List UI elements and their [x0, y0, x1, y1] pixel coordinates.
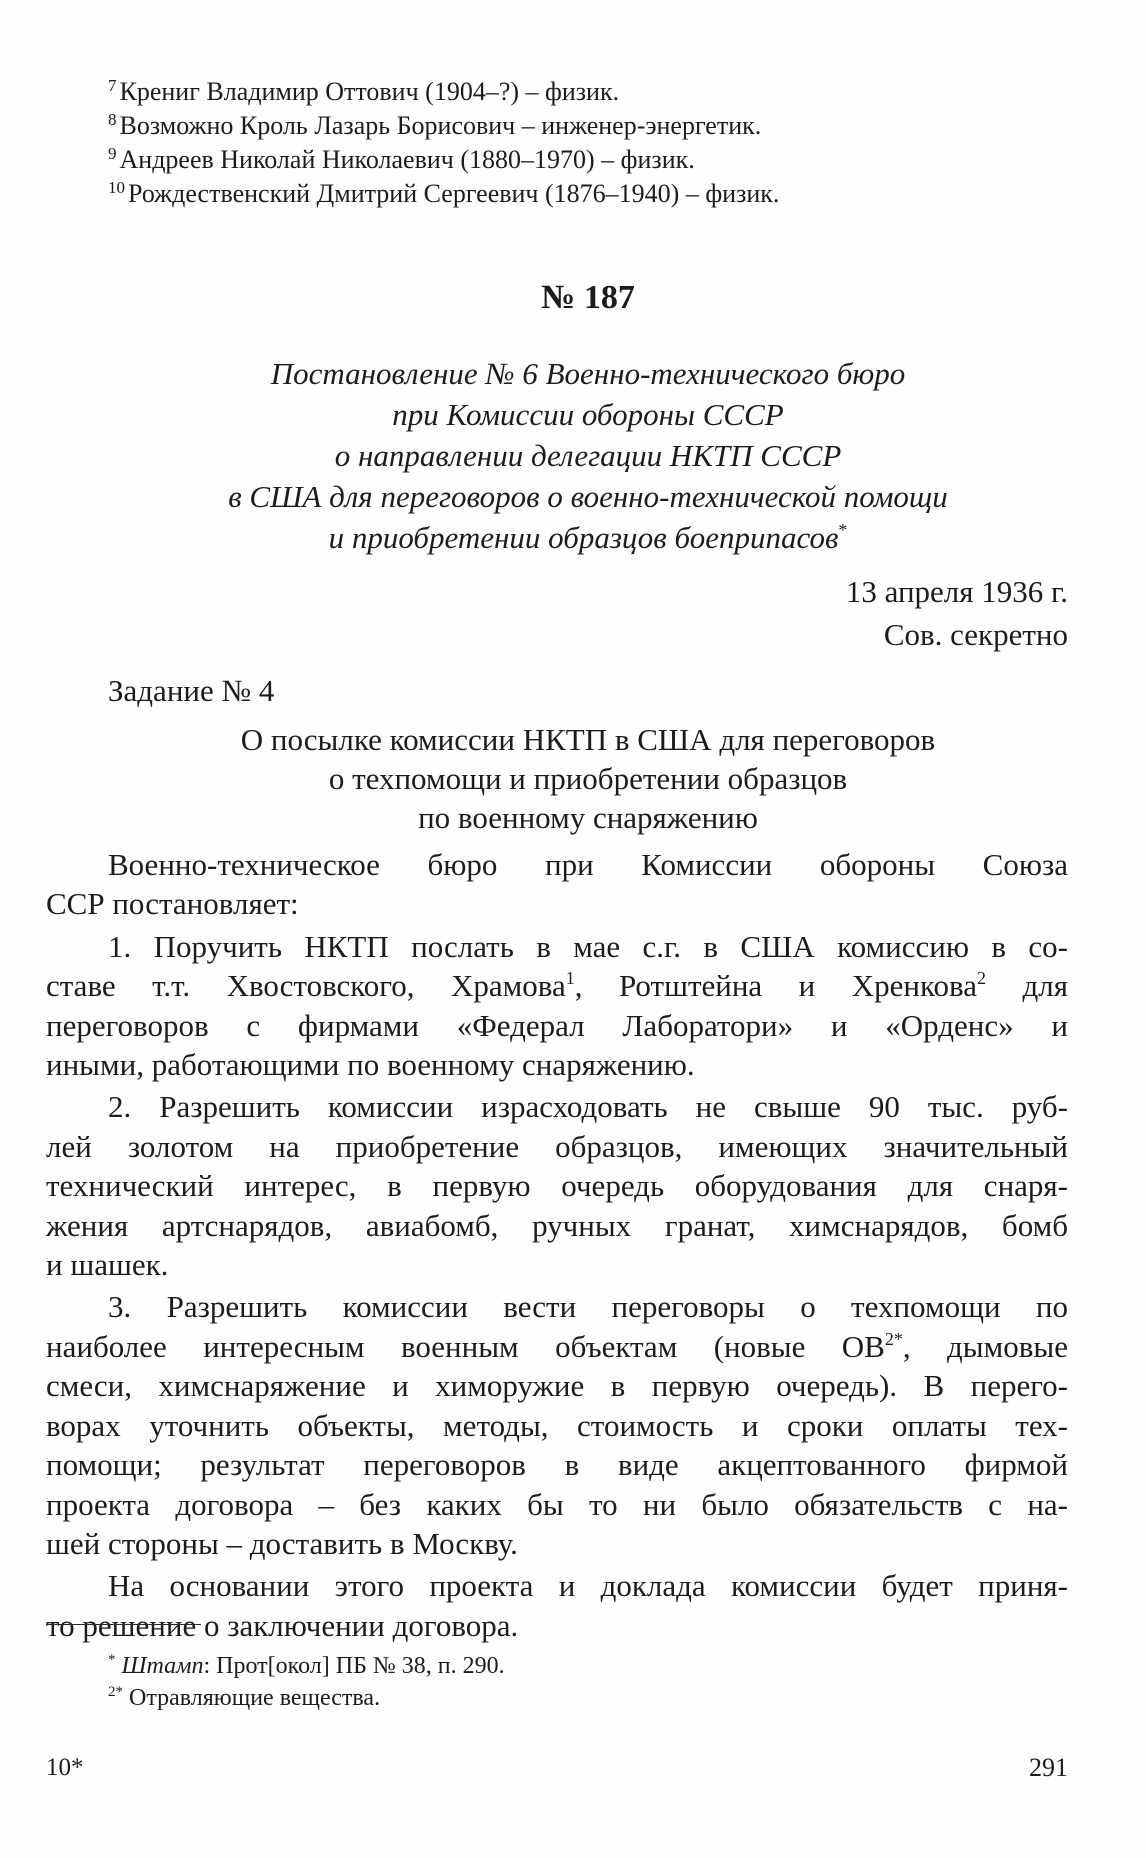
classification-label: Сов. секретно — [883, 617, 1068, 652]
title-footnote-mark: * — [838, 520, 848, 540]
document-body — [46, 845, 1068, 1648]
title-line: о направлении делегации НКТП СССР — [334, 438, 842, 473]
page-number: 291 — [1029, 1753, 1068, 1782]
document-page — [46, 0, 1068, 1858]
title-line: в США для переговоров о военно-технической помощи — [228, 479, 948, 514]
subject-line: по военному снаряжению — [418, 800, 758, 835]
task-label: Задание № 4 — [108, 673, 275, 708]
footnote-stamp: * Штамп: Прот[окол] ПБ № 38, п. 290. — [108, 1652, 505, 1679]
document-meta — [846, 570, 1068, 656]
title-line: Постановление № 6 Военно-технического бюро — [270, 356, 906, 391]
paragraph-3: 3. Разрешить комиссии вести переговоры о техпомощи по наиболее интересным военным объектам (новые $ОВ^{2*}$, дымовые смеси, химснаряжение и химоружие в первую очередь). В перего- ворах уточнить объекты, методы, стоимость и сроки оплаты тех- помощи; результат переговоров в виде акцептованного фирмой проекта договора – без каких бы то ни было обязательств с на- шей стороны – доставить в Москву. — [46, 1289, 1068, 1561]
footnote-separator — [46, 1624, 201, 1625]
paragraph-1: 1. Поручить НКТП послать в мае с.г. в США комиссию в со- ставе т.т. Хвостовского, Храмова$^1$, Ротштейна и Хренкова$^2$ для переговоров с фирмами «Федерал Лаборатори» и «Орденс» и иными, работающими по военному снаряжению. — [46, 928, 1068, 1083]
previous-footnotes — [108, 75, 1068, 211]
intro-paragraph: Военно-техническое бюро при Комиссии обороны Союза ССР постановляет: — [46, 847, 1068, 922]
subject-line: О посылке комиссии НКТП в США для переговоров — [240, 722, 936, 757]
footnote-10: $^{10}$ Рождественский Дмитрий Сергеевич (1876–1940) – физик. — [108, 178, 780, 208]
paragraph-1-line-2: ставе т.т. Хвостовского, Храмова$^1$, Ротштейна и Хренкова$^2$ для — [46, 968, 1068, 1004]
signature-mark: 10* — [46, 1754, 84, 1781]
subject-heading — [108, 720, 1068, 837]
footnote-2star: $^{2*}$ Отравляющие вещества. — [108, 1684, 381, 1711]
document-number: № 187 — [541, 279, 635, 316]
paragraph-2: 2. Разрешить комиссии израсходовать не свыше 90 тыс. руб- лей золотом на приобретение образцов, имеющих значительный технический интерес, в первую очередь оборудования для снаря- жения артснарядов, авиабомб, ручных гранат, химснарядов, бомб и шашек. — [46, 1089, 1068, 1283]
paragraph-4: На основании этого проекта и доклада комиссии будет приня- то решение о заключении договора. — [46, 1568, 1068, 1643]
paragraph-3-line-2: наиболее интересным военным объектам (новые $ОВ^{2*}$, дымовые — [46, 1328, 1068, 1364]
title-line-last: и приобретении образцов боеприпасов* — [328, 520, 848, 555]
footnote-9: $^9$ Андреев Николай Николаевич (1880–1970) – физик. — [108, 144, 695, 174]
document-title — [108, 353, 1068, 558]
page-footnotes — [108, 1650, 1008, 1714]
footnote-8: $^8$ Возможно Кроль Лазарь Борисович – инженер-энергетик. — [108, 110, 762, 140]
document-date: 13 апреля 1936 г. — [845, 574, 1068, 609]
subject-line: о техпомощи и приобретении образцов — [328, 761, 848, 796]
footnote-7: $^7$ Крениг Владимир Оттович (1904–?) – физик. — [108, 76, 620, 106]
title-line: при Комиссии обороны СССР — [392, 397, 784, 432]
